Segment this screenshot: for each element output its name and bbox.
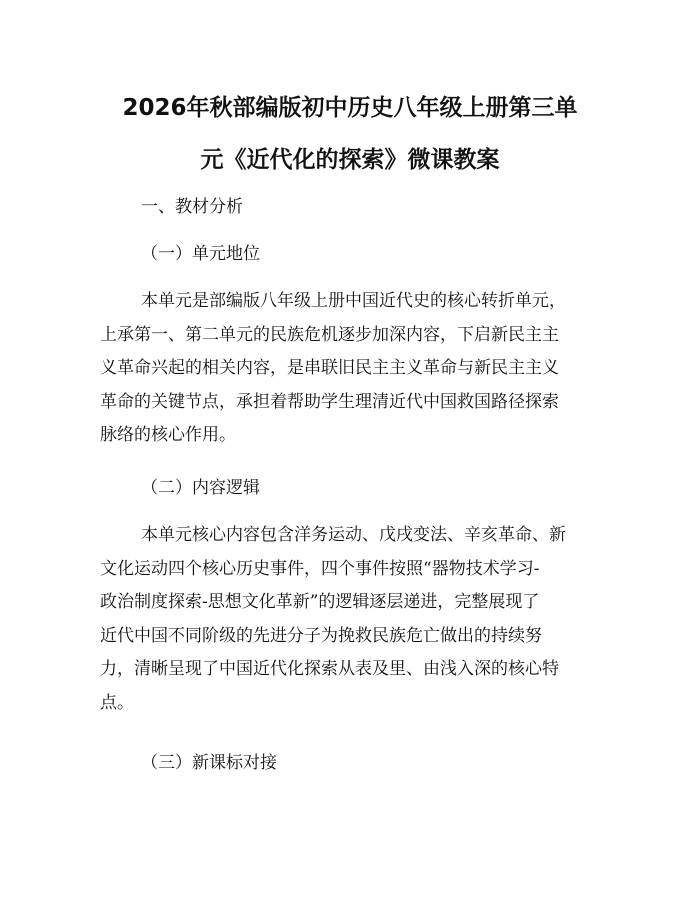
title-line-1: 2026年秋部编版初中历史八年级上册第三单	[122, 95, 578, 121]
paragraph-line: 本单元核心内容包含洋务运动、戊戌变法、辛亥革命、新	[141, 525, 566, 545]
paragraph-content-logic	[100, 519, 600, 720]
paragraph-line: 力，清晰呈现了中国近代化探索从表及里、由浅入深的核心特	[100, 659, 559, 679]
paragraph-line: 文化运动四个核心历史事件，四个事件按照“器物技术学习-	[100, 558, 540, 579]
paragraph-line: 点。	[100, 692, 134, 713]
subsection-heading-unit-position: （一）单元地位	[141, 244, 260, 264]
paragraph-line: 近代中国不同阶级的先进分子为挽救民族危亡做出的持续努	[100, 625, 542, 646]
paragraph-line: 脉络的核心作用。	[100, 425, 236, 445]
title-line-2: 元《近代化的探索》微课教案	[200, 147, 500, 173]
paragraph-line: 本单元是部编版八年级上册中国近代史的核心转折单元，	[141, 291, 566, 311]
paragraph-line: 政治制度探索-思想文化革新”的逻辑逐层递进，完整展现了	[100, 592, 540, 612]
section-heading-textbook-analysis: 一、教材分析	[141, 197, 243, 217]
paragraph-unit-position	[100, 285, 600, 453]
paragraph-line: 义革命兴起的相关内容，是串联旧民主主义革命与新民主主义	[100, 358, 559, 378]
paragraph-line: 革命的关键节点，承担着帮助学生理清近代中国救国路径探索	[100, 391, 559, 412]
subsection-heading-content-logic: （二）内容逻辑	[141, 478, 260, 498]
document-title	[96, 82, 604, 186]
paragraph-line: 上承第一、第二单元的民族危机逐步加深内容，下启新民主主	[100, 324, 559, 345]
subsection-heading-curriculum-standards: （三）新课标对接	[141, 753, 277, 773]
